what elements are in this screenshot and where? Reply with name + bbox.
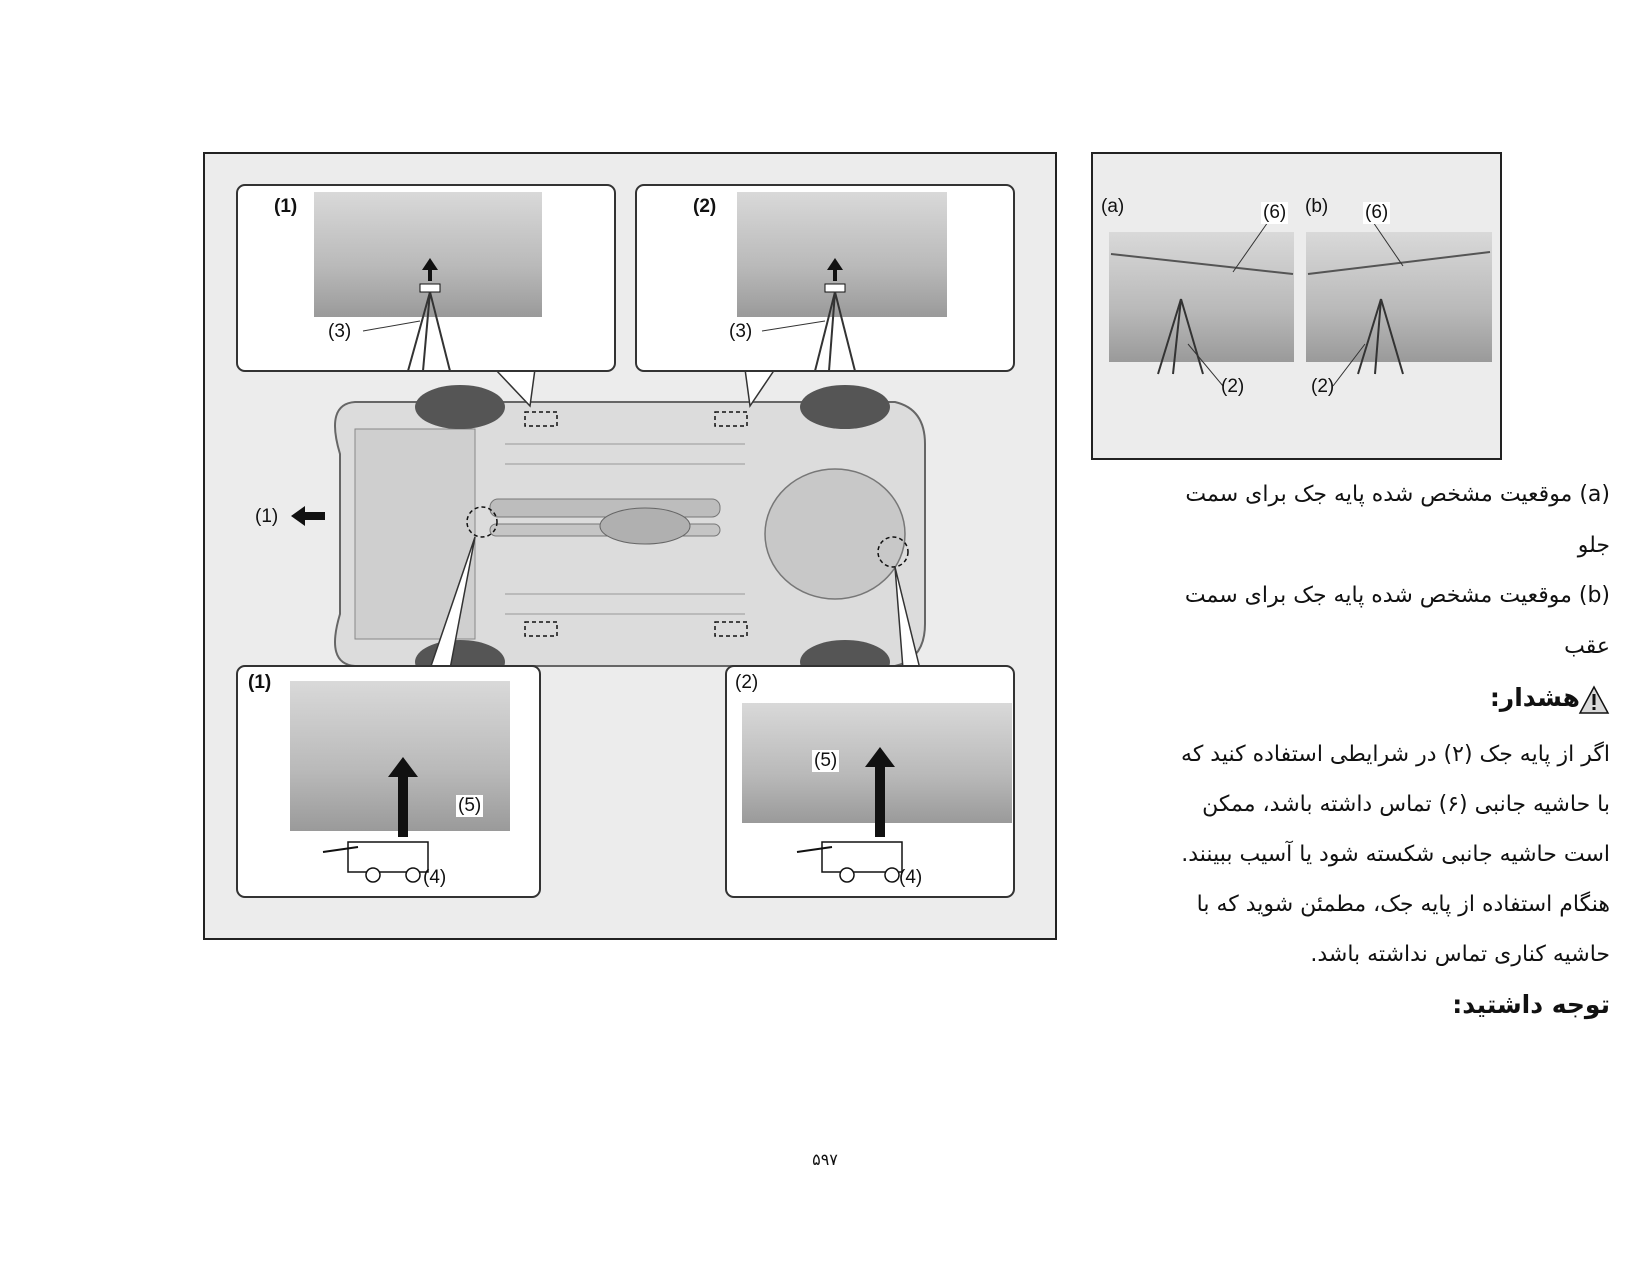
item-a-line-2: جلو <box>1577 533 1610 558</box>
panel-a-callout-jack-stand: (2) <box>1221 376 1245 397</box>
inset-title: (2) <box>693 196 717 217</box>
inset-title: (1) <box>248 672 272 693</box>
callout-jack-stand: (3) <box>729 321 753 342</box>
callout-jack-stand: (3) <box>328 321 352 342</box>
inset-title: (2) <box>735 672 759 693</box>
warning-line-2: با حاشیه جانبی (۶) تماس داشته باشد، ممکن <box>1202 792 1610 817</box>
inset-title: (1) <box>274 196 298 217</box>
item-a-line-1: (a) موقعیت مشخص شده پایه جک برای سمت <box>1185 482 1610 507</box>
panel-b-callout-jack-stand: (2) <box>1311 376 1335 397</box>
panel-b-title: (b) <box>1305 196 1329 217</box>
floor-jack-icon <box>238 667 541 898</box>
panel-b-callout-side-skirt: (6) <box>1365 202 1389 223</box>
warning-line-1: اگر از پایه جک (۲) در شرایطی استفاده کنید که <box>1181 742 1610 767</box>
callout-floor-jack: (4) <box>423 867 447 888</box>
warning-triangle-icon <box>1578 685 1610 715</box>
inset-bottom-right <box>725 665 1015 898</box>
inset-bottom-left <box>236 665 541 898</box>
panel-a-title: (a) <box>1101 196 1125 217</box>
callout-jack-point: (5) <box>814 750 838 771</box>
side-jack-stands-illustration <box>1093 154 1504 462</box>
page-number: ۵۹۷ <box>812 1150 838 1169</box>
callout-jack-point: (5) <box>458 795 482 816</box>
callout-floor-jack: (4) <box>899 867 923 888</box>
side-figure <box>1091 152 1502 460</box>
warning-title: هشدار: <box>1489 683 1580 712</box>
inset-top-left <box>236 184 616 372</box>
item-b-line-2: عقب <box>1564 634 1610 659</box>
item-b-line-1: (b) موقعیت مشخص شده پایه جک برای سمت <box>1184 583 1610 608</box>
floor-jack-icon <box>727 667 1015 898</box>
panel-a-callout-side-skirt: (6) <box>1263 202 1287 223</box>
front-direction-label: (1) <box>255 506 279 527</box>
warning-line-4: هنگام استفاده از پایه جک، مطمئن شوید که با <box>1196 892 1610 917</box>
main-figure <box>203 152 1057 940</box>
warning-line-5: حاشیه کناری تماس نداشته باشد. <box>1310 942 1610 967</box>
inset-top-right <box>635 184 1015 372</box>
warning-line-3: است حاشیه جانبی شکسته شود یا آسیب ببینند. <box>1181 842 1610 867</box>
note-title: توجه داشتید: <box>1452 990 1610 1019</box>
